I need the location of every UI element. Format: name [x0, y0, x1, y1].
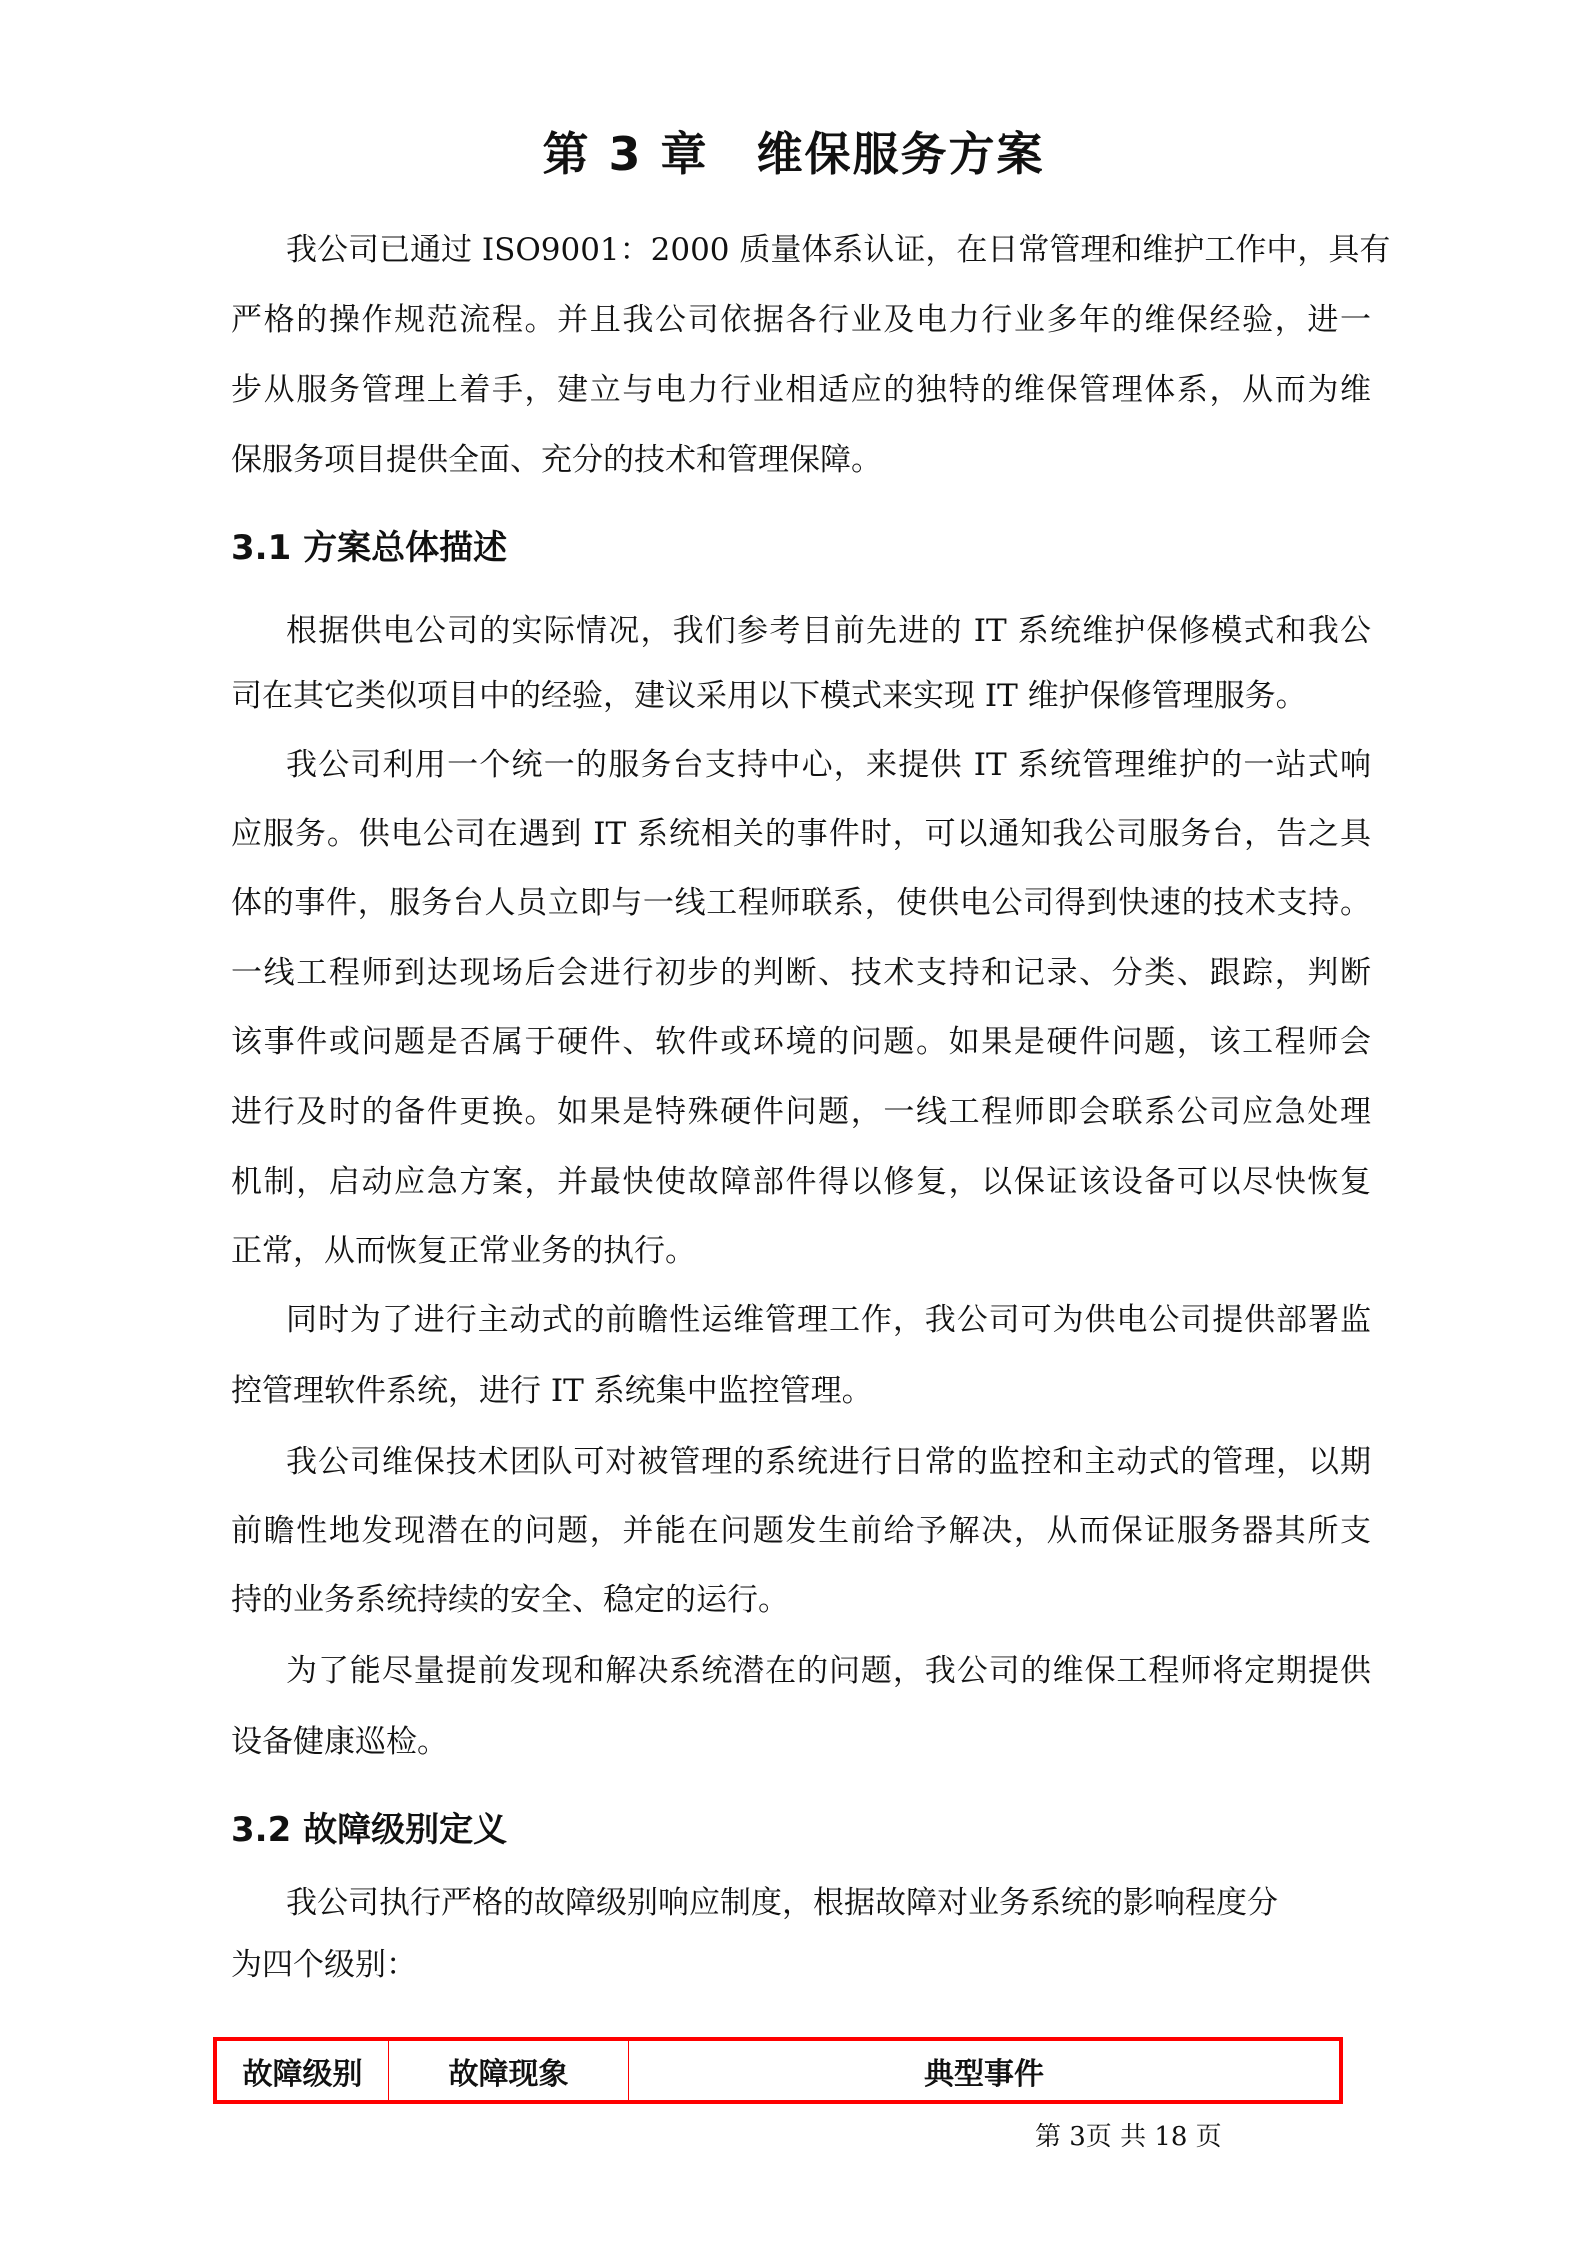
paragraph-line: 前瞻性地发现潜在的问题，并能在问题发生前给予解决，从而保证服务器其所支 [231, 1513, 1371, 1549]
paragraph-line: 步从服务管理上着手，建立与电力行业相适应的独特的维保管理体系，从而为维 [231, 372, 1371, 408]
chapter-title: 第 3 章 维保服务方案 [542, 127, 1045, 181]
page-number: 第 3页 共 18 页 [1035, 2122, 1222, 2152]
paragraph-line: 一线工程师到达现场后会进行初步的判断、技术支持和记录、分类、跟踪，判断 [231, 955, 1371, 991]
paragraph-line: 保服务项目提供全面、充分的技术和管理保障。 [231, 442, 882, 478]
paragraph-line: 司在其它类似项目中的经验，建议采用以下模式来实现 IT 维护保修管理服务。 [231, 678, 1307, 714]
paragraph-line: 正常，从而恢复正常业务的执行。 [231, 1233, 696, 1269]
paragraph-line: 进行及时的备件更换。如果是特殊硬件问题，一线工程师即会联系公司应急处理 [231, 1094, 1371, 1130]
paragraph-line: 设备健康巡检。 [231, 1724, 448, 1760]
paragraph-line: 根据供电公司的实际情况，我们参考目前先进的 IT 系统维护保修模式和我公 [286, 613, 1371, 649]
paragraph-line: 应服务。供电公司在遇到 IT 系统相关的事件时，可以通知我公司服务台，告之具 [231, 816, 1371, 852]
paragraph-line: 为了能尽量提前发现和解决系统潜在的问题，我公司的维保工程师将定期提供 [286, 1653, 1371, 1689]
paragraph-line: 持的业务系统持续的安全、稳定的运行。 [231, 1582, 789, 1618]
section-heading-3-1: 3.1 方案总体描述 [231, 528, 508, 568]
paragraph-line: 同时为了进行主动式的前瞻性运维管理工作，我公司可为供电公司提供部署监 [286, 1302, 1371, 1338]
section-heading-3-2: 3.2 故障级别定义 [231, 1810, 508, 1850]
table-header-fault-level: 故障级别 [217, 2041, 389, 2100]
table-header-typical-event: 典型事件 [924, 2056, 1044, 2092]
paragraph-line: 严格的操作规范流程。并且我公司依据各行业及电力行业多年的维保经验，进一 [231, 302, 1371, 338]
paragraph-line: 控管理软件系统，进行 IT 系统集中监控管理。 [231, 1373, 873, 1409]
table-header-fault-symptom: 故障现象 [389, 2041, 629, 2100]
paragraph-line: 我公司已通过 ISO9001：2000 质量体系认证，在日常管理和维护工作中，具有 [286, 232, 1391, 268]
fault-level-table [213, 2037, 1343, 2104]
paragraph-line: 我公司利用一个统一的服务台支持中心，来提供 IT 系统管理维护的一站式响 [286, 747, 1371, 783]
paragraph-line: 我公司维保技术团队可对被管理的系统进行日常的监控和主动式的管理，以期 [286, 1444, 1371, 1480]
paragraph-line: 为四个级别： [231, 1947, 417, 1983]
paragraph-line: 该事件或问题是否属于硬件、软件或环境的问题。如果是硬件问题，该工程师会 [231, 1024, 1371, 1060]
paragraph-line: 机制，启动应急方案，并最快使故障部件得以修复，以保证该设备可以尽快恢复 [231, 1164, 1371, 1200]
paragraph-line: 体的事件，服务台人员立即与一线工程师联系，使供电公司得到快速的技术支持。 [231, 885, 1371, 921]
paragraph-line: 我公司执行严格的故障级别响应制度，根据故障对业务系统的影响程度分 [286, 1885, 1278, 1921]
